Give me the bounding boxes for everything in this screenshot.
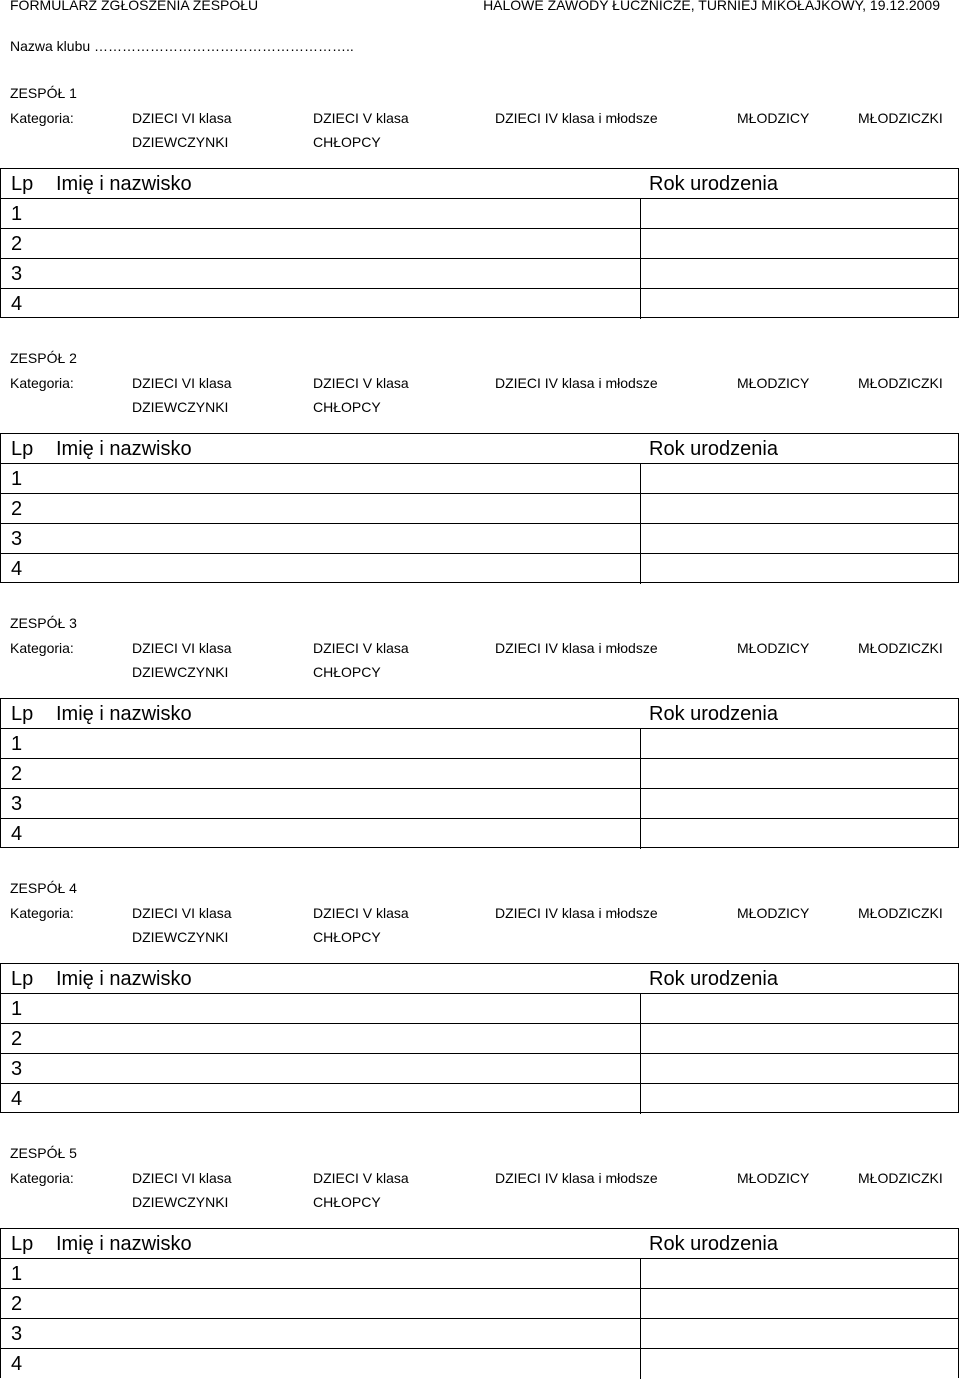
category-v: DZIECI V klasa <box>313 1170 409 1186</box>
event-title: HALOWE ZAWODY ŁUCZNICZE, TURNIEJ MIKOŁAJKOWY, 19.12.2009 <box>483 0 940 13</box>
gender-chlopcy: CHŁOPCY <box>313 664 381 680</box>
row-number: 3 <box>11 1323 23 1345</box>
table-row <box>1 819 958 849</box>
category-mlodziczki: MŁODZICZKI <box>858 1170 943 1186</box>
category-iv: DZIECI IV klasa i młodsze <box>495 640 658 656</box>
table-row <box>1 464 958 494</box>
row-number: 3 <box>11 528 23 550</box>
team-section-3 <box>0 613 960 878</box>
year-header: Rok urodzenia <box>649 703 778 725</box>
row-number: 2 <box>11 763 23 785</box>
name-header: Imię i nazwisko <box>56 968 192 990</box>
row-number: 1 <box>11 998 23 1020</box>
club-name-line: Nazwa klubu ……………………………………………….. <box>10 38 354 54</box>
row-number: 2 <box>11 233 23 255</box>
table-row <box>1 229 958 259</box>
category-v: DZIECI V klasa <box>313 905 409 921</box>
category-v: DZIECI V klasa <box>313 110 409 126</box>
name-header: Imię i nazwisko <box>56 703 192 725</box>
table-header-row <box>1 434 958 464</box>
gender-chlopcy: CHŁOPCY <box>313 929 381 945</box>
table-header-row <box>1 699 958 729</box>
table-row <box>1 759 958 789</box>
year-header: Rok urodzenia <box>649 1233 778 1255</box>
table-row <box>1 1084 958 1114</box>
table-row <box>1 1024 958 1054</box>
members-table <box>0 433 959 583</box>
table-row <box>1 1259 958 1289</box>
name-header: Imię i nazwisko <box>56 438 192 460</box>
category-mlodziczki: MŁODZICZKI <box>858 640 943 656</box>
team-title: ZESPÓŁ 1 <box>10 85 77 101</box>
row-number: 1 <box>11 733 23 755</box>
team-section-1 <box>0 83 960 348</box>
table-row <box>1 289 958 319</box>
lp-header: Lp <box>11 703 34 725</box>
form-title: FORMULARZ ZGŁOSZENIA ZESPOŁU <box>10 0 259 13</box>
year-header: Rok urodzenia <box>649 173 778 195</box>
table-header-row <box>1 1229 958 1259</box>
category-mlodzicy: MŁODZICY <box>737 905 810 921</box>
gender-chlopcy: CHŁOPCY <box>313 399 381 415</box>
members-table <box>0 168 959 318</box>
table-row <box>1 1319 958 1349</box>
row-number: 2 <box>11 1028 23 1050</box>
category-vi: DZIECI VI klasa <box>132 640 232 656</box>
gender-dziewczynki: DZIEWCZYNKI <box>132 929 229 945</box>
table-row <box>1 994 958 1024</box>
team-section-2 <box>0 348 960 613</box>
row-number: 1 <box>11 1263 23 1285</box>
kategoria-label: Kategoria: <box>10 640 74 656</box>
table-header-row <box>1 964 958 994</box>
row-number: 4 <box>11 293 23 315</box>
category-vi: DZIECI VI klasa <box>132 375 232 391</box>
lp-header: Lp <box>11 438 34 460</box>
table-row <box>1 554 958 584</box>
category-vi: DZIECI VI klasa <box>132 905 232 921</box>
table-row <box>1 494 958 524</box>
gender-dziewczynki: DZIEWCZYNKI <box>132 664 229 680</box>
gender-chlopcy: CHŁOPCY <box>313 134 381 150</box>
category-v: DZIECI V klasa <box>313 640 409 656</box>
form-header <box>10 0 950 15</box>
team-title: ZESPÓŁ 4 <box>10 880 77 896</box>
category-iv: DZIECI IV klasa i młodsze <box>495 905 658 921</box>
table-row <box>1 789 958 819</box>
table-header-row <box>1 169 958 199</box>
members-table <box>0 698 959 848</box>
row-number: 3 <box>11 793 23 815</box>
team-title: ZESPÓŁ 2 <box>10 350 77 366</box>
name-header: Imię i nazwisko <box>56 1233 192 1255</box>
members-table <box>0 1228 959 1378</box>
row-number: 1 <box>11 203 23 225</box>
table-row <box>1 259 958 289</box>
gender-chlopcy: CHŁOPCY <box>313 1194 381 1210</box>
gender-dziewczynki: DZIEWCZYNKI <box>132 399 229 415</box>
category-mlodziczki: MŁODZICZKI <box>858 110 943 126</box>
lp-header: Lp <box>11 173 34 195</box>
kategoria-label: Kategoria: <box>10 905 74 921</box>
row-number: 1 <box>11 468 23 490</box>
lp-header: Lp <box>11 1233 34 1255</box>
category-mlodzicy: MŁODZICY <box>737 110 810 126</box>
category-iv: DZIECI IV klasa i młodsze <box>495 1170 658 1186</box>
team-title: ZESPÓŁ 5 <box>10 1145 77 1161</box>
category-mlodziczki: MŁODZICZKI <box>858 375 943 391</box>
row-number: 4 <box>11 1353 23 1375</box>
year-header: Rok urodzenia <box>649 968 778 990</box>
row-number: 2 <box>11 1293 23 1315</box>
table-row <box>1 1054 958 1084</box>
team-section-5 <box>0 1143 960 1384</box>
category-mlodzicy: MŁODZICY <box>737 375 810 391</box>
table-row <box>1 1349 958 1379</box>
table-row <box>1 729 958 759</box>
row-number: 4 <box>11 1088 23 1110</box>
kategoria-label: Kategoria: <box>10 110 74 126</box>
category-mlodzicy: MŁODZICY <box>737 640 810 656</box>
table-row <box>1 1289 958 1319</box>
category-v: DZIECI V klasa <box>313 375 409 391</box>
row-number: 2 <box>11 498 23 520</box>
gender-dziewczynki: DZIEWCZYNKI <box>132 1194 229 1210</box>
row-number: 4 <box>11 823 23 845</box>
members-table <box>0 963 959 1113</box>
year-header: Rok urodzenia <box>649 438 778 460</box>
category-iv: DZIECI IV klasa i młodsze <box>495 375 658 391</box>
category-iv: DZIECI IV klasa i młodsze <box>495 110 658 126</box>
name-header: Imię i nazwisko <box>56 173 192 195</box>
lp-header: Lp <box>11 968 34 990</box>
team-title: ZESPÓŁ 3 <box>10 615 77 631</box>
table-row <box>1 524 958 554</box>
category-mlodziczki: MŁODZICZKI <box>858 905 943 921</box>
kategoria-label: Kategoria: <box>10 375 74 391</box>
row-number: 3 <box>11 1058 23 1080</box>
category-vi: DZIECI VI klasa <box>132 1170 232 1186</box>
category-mlodzicy: MŁODZICY <box>737 1170 810 1186</box>
table-row <box>1 199 958 229</box>
kategoria-label: Kategoria: <box>10 1170 74 1186</box>
gender-dziewczynki: DZIEWCZYNKI <box>132 134 229 150</box>
team-section-4 <box>0 878 960 1143</box>
row-number: 3 <box>11 263 23 285</box>
row-number: 4 <box>11 558 23 580</box>
category-vi: DZIECI VI klasa <box>132 110 232 126</box>
